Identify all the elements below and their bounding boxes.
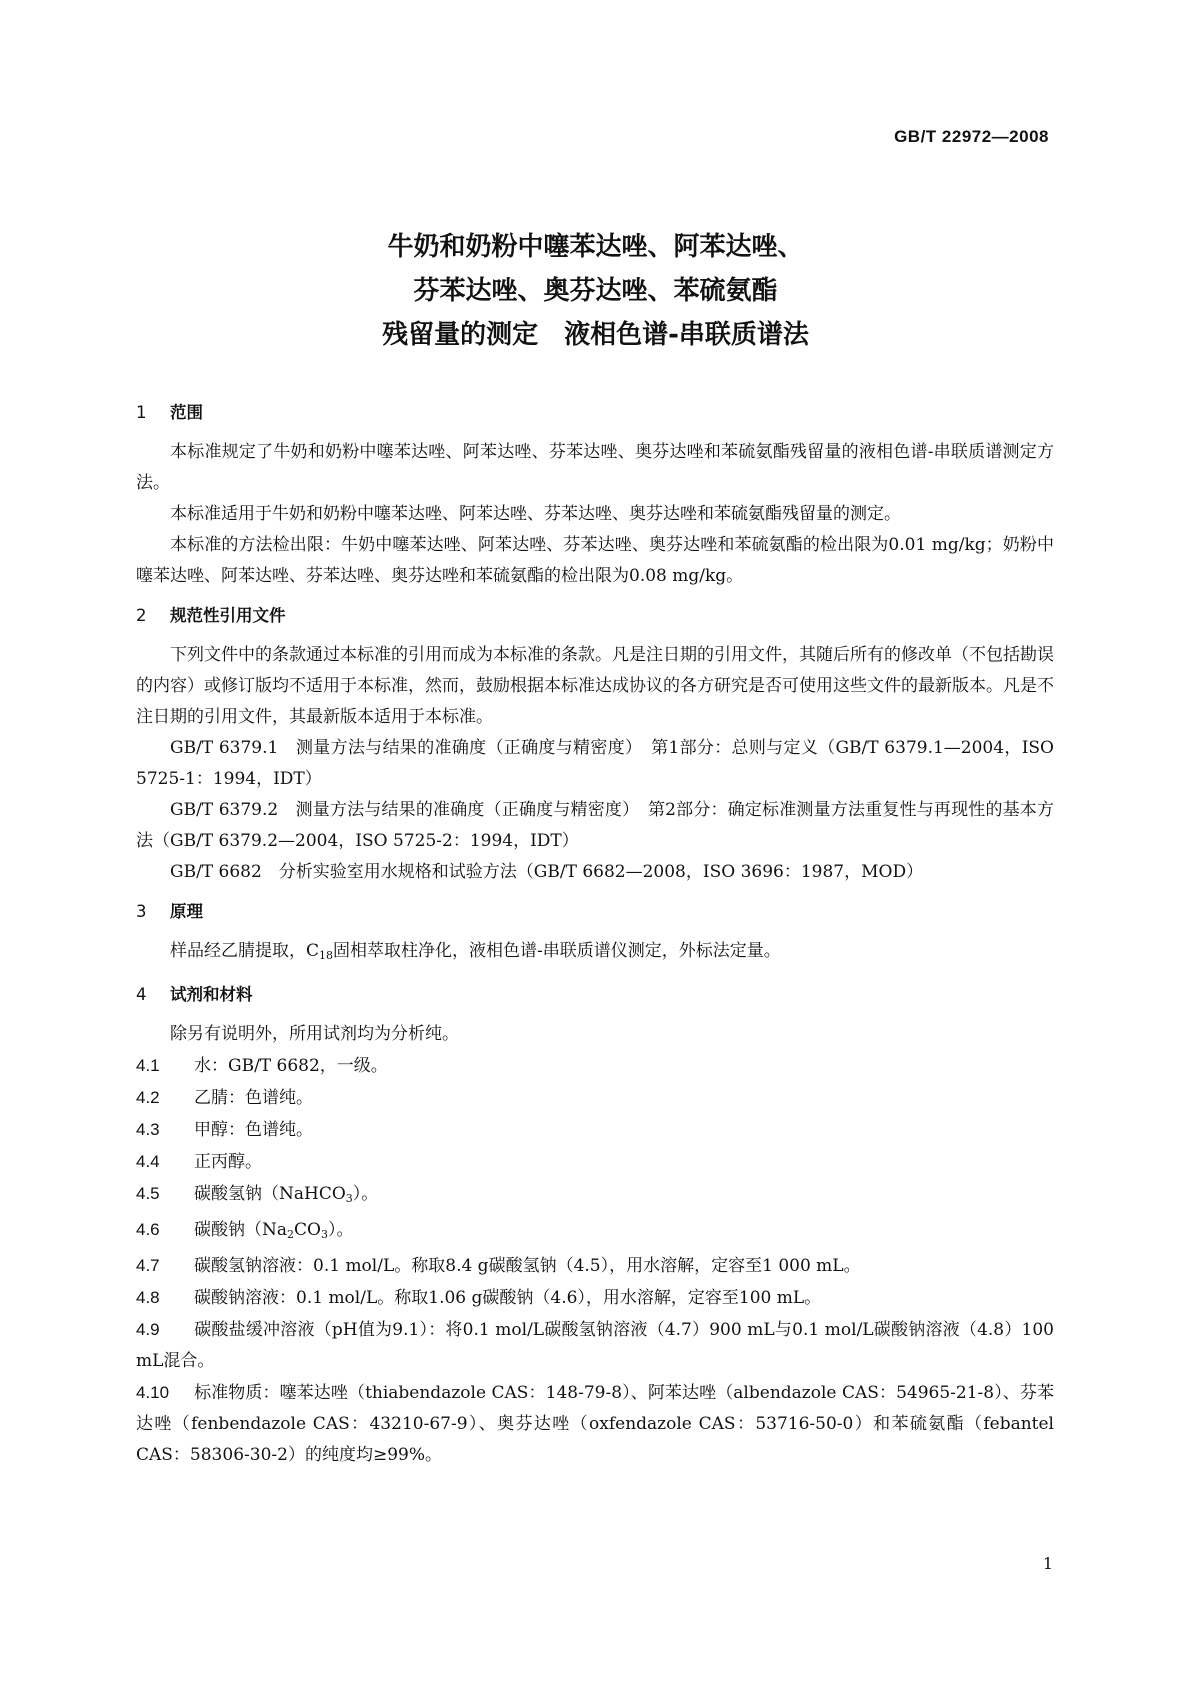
references-paragraph: 下列文件中的条款通过本标准的引用而成为本标准的条款。凡是注日期的引用文件，其随后所有的修改单（不包括勘误的内容）或修订版均不适用于本标准，然而，鼓励根据本标准达成协议的各方研究是否可使用这些文件的最新版本。凡是不注日期的引用文件，其最新版本适用于本标准。 [136, 645, 1054, 727]
section-heading-reagents: 4 试剂和材料 [136, 985, 253, 1004]
reagent-item: 4.9 碳酸盐缓冲溶液（pH值为9.1）：将0.1 mol/L碳酸氢钠溶液（4.7）900 mL与0.1 mol/L碳酸钠溶液（4.8）100 mL混合。 [136, 1320, 1054, 1371]
reagents-intro: 除另有说明外，所用试剂均为分析纯。 [170, 1024, 459, 1044]
reference-item: GB/T 6379.2 测量方法与结果的准确度（正确度与精密度） 第2部分：确定标准测量方法重复性与再现性的基本方法（GB/T 6379.2—2004，ISO 5725-2：1994，IDT） [136, 800, 1054, 851]
reference-item: GB/T 6379.1 测量方法与结果的准确度（正确度与精密度） 第1部分：总则与定义（GB/T 6379.1—2004，ISO 5725-1：1994，IDT） [136, 738, 1054, 789]
reagent-item: 4.7 碳酸氢钠溶液：0.1 mol/L。称取8.4 g碳酸氢钠（4.5），用水溶解，定容至1 000 mL。 [136, 1256, 861, 1276]
title-line-3: 残留量的测定 液相色谱-串联质谱法 [382, 320, 809, 350]
reagent-item: 4.10 标准物质：噻苯达唑（thiabendazole CAS：148-79-8）、阿苯达唑（albendazole CAS：54965-21-8）、芬苯达唑（fenbendazole CAS：43210-67-9）、奥芬达唑（oxfendazole CAS：53716-50-0）和苯硫氨酯（febantel CAS：58306-30-2）的纯度均≥99%。 [136, 1383, 1054, 1465]
reference-item: GB/T 6682 分析实验室用水规格和试验方法（GB/T 6682—2008，ISO 3696：1987，MOD） [170, 862, 924, 882]
title-line-2: 芬苯达唑、奥芬达唑、苯硫氨酯 [413, 276, 778, 306]
principle-paragraph: 样品经乙腈提取，$C_{18}$固相萃取柱净化，液相色谱-串联质谱仪测定，外标法定量。 [170, 941, 781, 962]
scope-paragraph-3: 本标准的方法检出限：牛奶中噻苯达唑、阿苯达唑、芬苯达唑、奥芬达唑和苯硫氨酯的检出限为0.01 mg/kg；奶粉中噻苯达唑、阿苯达唑、芬苯达唑、奥芬达唑和苯硫氨酯的检出限为0.08 mg/kg。 [136, 535, 1054, 586]
standard-number: GB/T 22972—2008 [894, 127, 1049, 146]
document-title [0, 225, 1191, 357]
section-heading-principle: 3 原理 [136, 902, 203, 921]
reagent-item: 4.6 碳酸钠$(Na_2CO_3)$。 [136, 1220, 354, 1241]
reagent-item: 4.1 水：GB/T 6682，一级。 [136, 1056, 388, 1076]
section-heading-normative-references: 2 规范性引用文件 [136, 606, 286, 625]
reagent-item: 4.2 乙腈：色谱纯。 [136, 1088, 313, 1108]
page-number: 1 [1042, 1554, 1053, 1573]
scope-paragraph-1: 本标准规定了牛奶和奶粉中噻苯达唑、阿苯达唑、芬苯达唑、奥芬达唑和苯硫氨酯残留量的液相色谱-串联质谱测定方法。 [136, 442, 1054, 493]
reagent-item: 4.8 碳酸钠溶液：0.1 mol/L。称取1.06 g碳酸钠（4.6），用水溶解，定容至100 mL。 [136, 1288, 822, 1308]
reagent-item: 4.5 碳酸氢钠（NaHCO$_3$）。 [136, 1184, 379, 1205]
title-line-1: 牛奶和奶粉中噻苯达唑、阿苯达唑、 [387, 232, 804, 262]
scope-paragraph-2: 本标准适用于牛奶和奶粉中噻苯达唑、阿苯达唑、芬苯达唑、奥芬达唑和苯硫氨酯残留量的测定。 [170, 504, 901, 524]
section-heading-scope: 1 范围 [136, 403, 203, 422]
reagent-item: 4.3 甲醇：色谱纯。 [136, 1120, 313, 1140]
document-body [136, 403, 1054, 1471]
reagent-item: 4.4 正丙醇。 [136, 1152, 262, 1172]
